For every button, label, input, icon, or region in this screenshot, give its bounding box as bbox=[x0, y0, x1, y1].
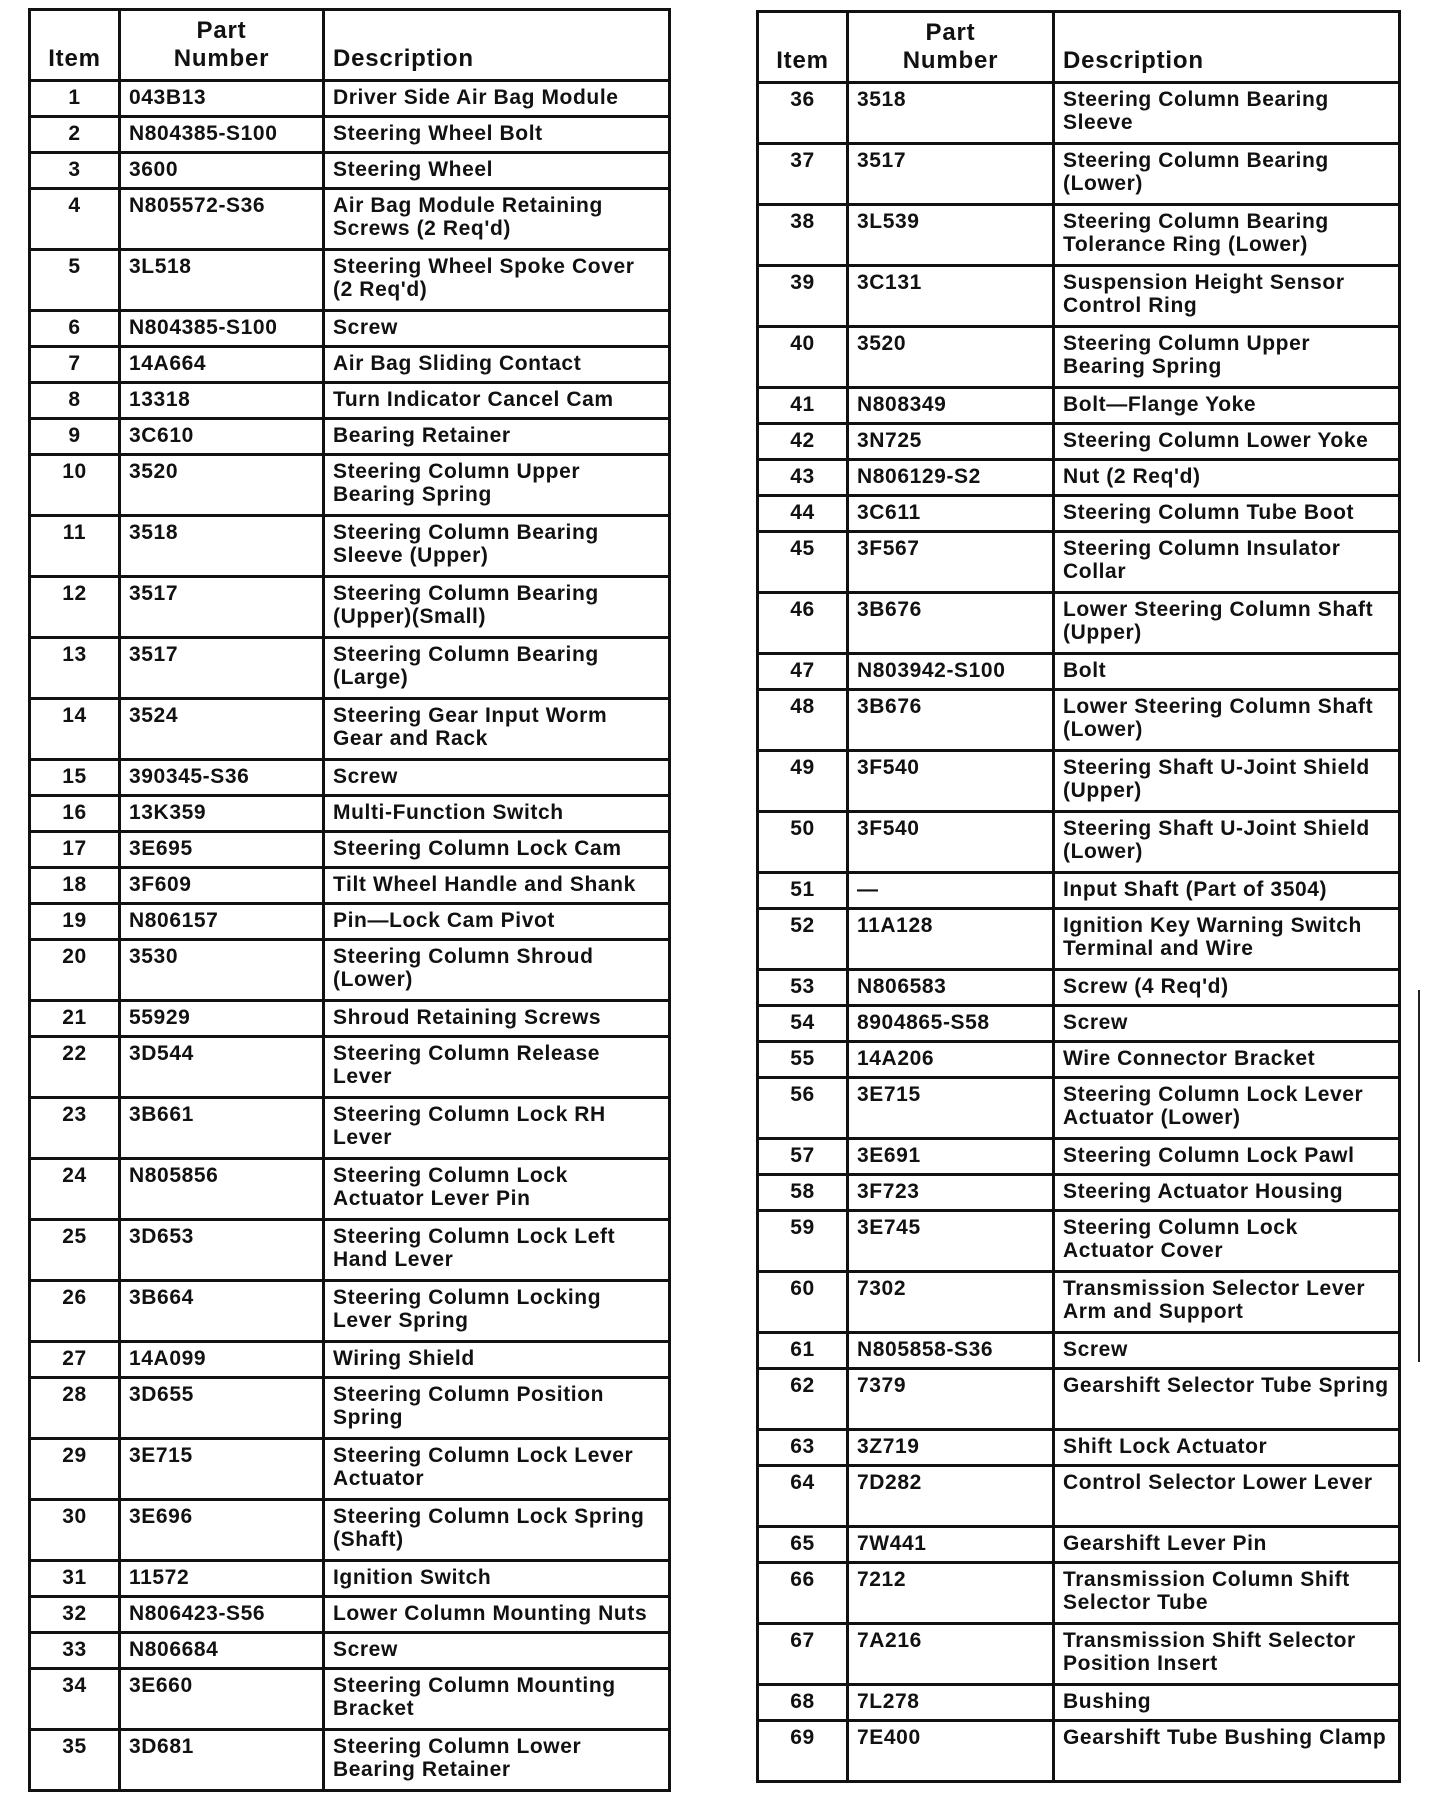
part-number-cell: 3520 bbox=[120, 455, 324, 516]
item-cell: 49 bbox=[758, 751, 848, 812]
item-cell: 7 bbox=[30, 347, 120, 383]
description-cell: Wire Connector Bracket bbox=[1054, 1042, 1400, 1078]
table-row bbox=[30, 311, 670, 347]
header-part-number-top: Part bbox=[925, 19, 976, 46]
part-number-cell: 7379 bbox=[848, 1369, 1054, 1430]
item-cell: 17 bbox=[30, 832, 120, 868]
item-cell: 59 bbox=[758, 1211, 848, 1272]
item-cell: 28 bbox=[30, 1378, 120, 1439]
part-number-cell: 3D653 bbox=[120, 1220, 324, 1281]
item-cell: 57 bbox=[758, 1139, 848, 1175]
part-number-cell: 3F567 bbox=[848, 532, 1054, 593]
part-number-cell: — bbox=[848, 873, 1054, 909]
part-number-cell: 7E400 bbox=[848, 1721, 1054, 1782]
table-row bbox=[30, 516, 670, 577]
part-number-cell: 3C610 bbox=[120, 419, 324, 455]
item-cell: 1 bbox=[30, 81, 120, 117]
item-cell: 3 bbox=[30, 153, 120, 189]
item-cell: 48 bbox=[758, 690, 848, 751]
part-number-cell: 7W441 bbox=[848, 1527, 1054, 1563]
item-cell: 46 bbox=[758, 593, 848, 654]
part-number-cell: 3E715 bbox=[120, 1439, 324, 1500]
item-cell: 44 bbox=[758, 496, 848, 532]
header-part-number bbox=[848, 12, 1054, 83]
description-cell: Driver Side Air Bag Module bbox=[324, 81, 670, 117]
description-cell: Steering Column Lock Actuator Lever Pin bbox=[324, 1159, 670, 1220]
part-number-cell: N804385-S100 bbox=[120, 117, 324, 153]
item-cell: 19 bbox=[30, 904, 120, 940]
table-row bbox=[758, 1272, 1400, 1333]
table-body-left bbox=[30, 81, 670, 1791]
description-cell: Nut (2 Req'd) bbox=[1054, 460, 1400, 496]
part-number-cell: 13K359 bbox=[120, 796, 324, 832]
table-row bbox=[30, 347, 670, 383]
description-cell: Bearing Retainer bbox=[324, 419, 670, 455]
part-number-cell: 3B661 bbox=[120, 1098, 324, 1159]
item-cell: 65 bbox=[758, 1527, 848, 1563]
description-cell: Steering Column Lock Left Hand Lever bbox=[324, 1220, 670, 1281]
part-number-cell: N808349 bbox=[848, 388, 1054, 424]
description-cell: Transmission Shift Selector Position Insert bbox=[1054, 1624, 1400, 1685]
item-cell: 61 bbox=[758, 1333, 848, 1369]
part-number-cell: 3N725 bbox=[848, 424, 1054, 460]
table-row bbox=[758, 970, 1400, 1006]
part-number-cell: N805856 bbox=[120, 1159, 324, 1220]
description-cell: Shift Lock Actuator bbox=[1054, 1430, 1400, 1466]
part-number-cell: 3C131 bbox=[848, 266, 1054, 327]
description-cell: Gearshift Selector Tube Spring bbox=[1054, 1369, 1400, 1430]
description-cell: Steering Wheel Spoke Cover (2 Req'd) bbox=[324, 250, 670, 311]
part-number-cell: 3B676 bbox=[848, 593, 1054, 654]
item-cell: 29 bbox=[30, 1439, 120, 1500]
table-row bbox=[30, 868, 670, 904]
item-cell: 42 bbox=[758, 424, 848, 460]
part-number-cell: 3E660 bbox=[120, 1669, 324, 1730]
table-row bbox=[30, 1220, 670, 1281]
part-number-cell: N805858-S36 bbox=[848, 1333, 1054, 1369]
header-description: Description bbox=[1054, 12, 1400, 83]
item-cell: 37 bbox=[758, 144, 848, 205]
item-cell: 47 bbox=[758, 654, 848, 690]
table-row bbox=[30, 699, 670, 760]
table-row bbox=[30, 1037, 670, 1098]
table-row bbox=[758, 266, 1400, 327]
table-row bbox=[30, 1633, 670, 1669]
description-cell: Air Bag Module Retaining Screws (2 Req'd) bbox=[324, 189, 670, 250]
item-cell: 68 bbox=[758, 1685, 848, 1721]
item-cell: 5 bbox=[30, 250, 120, 311]
part-number-cell: 3D681 bbox=[120, 1730, 324, 1791]
item-cell: 36 bbox=[758, 83, 848, 144]
part-number-cell: 3600 bbox=[120, 153, 324, 189]
item-cell: 8 bbox=[30, 383, 120, 419]
part-number-cell: 7D282 bbox=[848, 1466, 1054, 1527]
description-cell: Steering Column Position Spring bbox=[324, 1378, 670, 1439]
description-cell: Pin—Lock Cam Pivot bbox=[324, 904, 670, 940]
table-row bbox=[758, 751, 1400, 812]
description-cell: Steering Column Bearing Sleeve (Upper) bbox=[324, 516, 670, 577]
table-row bbox=[758, 1527, 1400, 1563]
table-row bbox=[30, 1439, 670, 1500]
table-row bbox=[30, 1159, 670, 1220]
table-row bbox=[30, 455, 670, 516]
table-row bbox=[30, 904, 670, 940]
description-cell: Gearshift Lever Pin bbox=[1054, 1527, 1400, 1563]
table-row bbox=[30, 1561, 670, 1597]
description-cell: Steering Wheel bbox=[324, 153, 670, 189]
item-cell: 22 bbox=[30, 1037, 120, 1098]
table-row bbox=[758, 144, 1400, 205]
description-cell: Steering Wheel Bolt bbox=[324, 117, 670, 153]
description-cell: Multi-Function Switch bbox=[324, 796, 670, 832]
item-cell: 20 bbox=[30, 940, 120, 1001]
table-row bbox=[30, 117, 670, 153]
table-row bbox=[30, 796, 670, 832]
item-cell: 11 bbox=[30, 516, 120, 577]
item-cell: 18 bbox=[30, 868, 120, 904]
part-number-cell: N804385-S100 bbox=[120, 311, 324, 347]
description-cell: Steering Gear Input Worm Gear and Rack bbox=[324, 699, 670, 760]
table-row bbox=[758, 1042, 1400, 1078]
header-description: Description bbox=[324, 10, 670, 81]
part-number-cell: 3F723 bbox=[848, 1175, 1054, 1211]
part-number-cell: 11A128 bbox=[848, 909, 1054, 970]
description-cell: Steering Column Lower Yoke bbox=[1054, 424, 1400, 460]
part-number-cell: 3517 bbox=[848, 144, 1054, 205]
part-number-cell: 3517 bbox=[120, 577, 324, 638]
item-cell: 25 bbox=[30, 1220, 120, 1281]
description-cell: Steering Column Bearing (Upper)(Small) bbox=[324, 577, 670, 638]
description-cell: Steering Column Lock Pawl bbox=[1054, 1139, 1400, 1175]
description-cell: Lower Column Mounting Nuts bbox=[324, 1597, 670, 1633]
item-cell: 67 bbox=[758, 1624, 848, 1685]
table-row bbox=[30, 1342, 670, 1378]
description-cell: Steering Column Tube Boot bbox=[1054, 496, 1400, 532]
item-cell: 33 bbox=[30, 1633, 120, 1669]
table-row bbox=[30, 1098, 670, 1159]
item-cell: 51 bbox=[758, 873, 848, 909]
table-row bbox=[30, 1500, 670, 1561]
description-cell: Shroud Retaining Screws bbox=[324, 1001, 670, 1037]
header-item: Item bbox=[758, 12, 848, 83]
table-row bbox=[30, 81, 670, 117]
item-cell: 64 bbox=[758, 1466, 848, 1527]
table-row bbox=[30, 250, 670, 311]
description-cell: Screw bbox=[1054, 1006, 1400, 1042]
table-row bbox=[758, 909, 1400, 970]
part-number-cell: 13318 bbox=[120, 383, 324, 419]
table-row bbox=[30, 1378, 670, 1439]
part-number-cell: 390345-S36 bbox=[120, 760, 324, 796]
item-cell: 32 bbox=[30, 1597, 120, 1633]
item-cell: 41 bbox=[758, 388, 848, 424]
part-number-cell: N806129-S2 bbox=[848, 460, 1054, 496]
part-number-cell: 55929 bbox=[120, 1001, 324, 1037]
part-number-cell: 3D655 bbox=[120, 1378, 324, 1439]
item-cell: 9 bbox=[30, 419, 120, 455]
table-header-row bbox=[30, 10, 670, 81]
description-cell: Input Shaft (Part of 3504) bbox=[1054, 873, 1400, 909]
table-row bbox=[30, 760, 670, 796]
part-number-cell: 3E691 bbox=[848, 1139, 1054, 1175]
description-cell: Screw bbox=[324, 1633, 670, 1669]
item-cell: 35 bbox=[30, 1730, 120, 1791]
header-part-number-bottom: Number bbox=[173, 45, 270, 72]
description-cell: Steering Column Bearing (Lower) bbox=[1054, 144, 1400, 205]
part-number-cell: N806684 bbox=[120, 1633, 324, 1669]
description-cell: Steering Column Bearing Tolerance Ring (Lower) bbox=[1054, 205, 1400, 266]
part-number-cell: N803942-S100 bbox=[848, 654, 1054, 690]
part-number-cell: 14A206 bbox=[848, 1042, 1054, 1078]
description-cell: Screw bbox=[1054, 1333, 1400, 1369]
item-cell: 24 bbox=[30, 1159, 120, 1220]
table-row bbox=[758, 1006, 1400, 1042]
description-cell: Bolt—Flange Yoke bbox=[1054, 388, 1400, 424]
table-row bbox=[758, 1466, 1400, 1527]
part-number-cell: 3F540 bbox=[848, 812, 1054, 873]
item-cell: 30 bbox=[30, 1500, 120, 1561]
table-row bbox=[758, 1175, 1400, 1211]
margin-rule bbox=[1418, 990, 1420, 1362]
part-number-cell: 3C611 bbox=[848, 496, 1054, 532]
description-cell: Steering Column Lock Lever Actuator (Lower) bbox=[1054, 1078, 1400, 1139]
part-number-cell: 3D544 bbox=[120, 1037, 324, 1098]
part-number-cell: 7212 bbox=[848, 1563, 1054, 1624]
part-number-cell: 3E696 bbox=[120, 1500, 324, 1561]
description-cell: Steering Shaft U-Joint Shield (Lower) bbox=[1054, 812, 1400, 873]
part-number-cell: 3B676 bbox=[848, 690, 1054, 751]
table-row bbox=[758, 1139, 1400, 1175]
table-row bbox=[758, 1430, 1400, 1466]
description-cell: Screw (4 Req'd) bbox=[1054, 970, 1400, 1006]
table-row bbox=[30, 638, 670, 699]
part-number-cell: 3E695 bbox=[120, 832, 324, 868]
description-cell: Bolt bbox=[1054, 654, 1400, 690]
description-cell: Turn Indicator Cancel Cam bbox=[324, 383, 670, 419]
description-cell: Lower Steering Column Shaft (Upper) bbox=[1054, 593, 1400, 654]
parts-table-left bbox=[28, 8, 671, 1792]
item-cell: 60 bbox=[758, 1272, 848, 1333]
part-number-cell: 11572 bbox=[120, 1561, 324, 1597]
table-row bbox=[30, 940, 670, 1001]
description-cell: Steering Column Upper Bearing Spring bbox=[324, 455, 670, 516]
description-cell: Steering Column Lock Spring (Shaft) bbox=[324, 1500, 670, 1561]
table-row bbox=[758, 1563, 1400, 1624]
table-row bbox=[30, 153, 670, 189]
item-cell: 26 bbox=[30, 1281, 120, 1342]
part-number-cell: 14A664 bbox=[120, 347, 324, 383]
part-number-cell: 3520 bbox=[848, 327, 1054, 388]
part-number-cell: 3B664 bbox=[120, 1281, 324, 1342]
part-number-cell: 3F540 bbox=[848, 751, 1054, 812]
description-cell: Steering Column Lock Lever Actuator bbox=[324, 1439, 670, 1500]
table-row bbox=[758, 388, 1400, 424]
item-cell: 45 bbox=[758, 532, 848, 593]
item-cell: 13 bbox=[30, 638, 120, 699]
item-cell: 53 bbox=[758, 970, 848, 1006]
description-cell: Steering Column Lower Bearing Retainer bbox=[324, 1730, 670, 1791]
table-row bbox=[758, 327, 1400, 388]
table-row bbox=[758, 1721, 1400, 1782]
item-cell: 56 bbox=[758, 1078, 848, 1139]
table-row bbox=[758, 83, 1400, 144]
item-cell: 62 bbox=[758, 1369, 848, 1430]
header-part-number bbox=[120, 10, 324, 81]
header-part-number-top: Part bbox=[196, 17, 247, 44]
table-row bbox=[758, 205, 1400, 266]
table-row bbox=[758, 1078, 1400, 1139]
table-row bbox=[758, 812, 1400, 873]
part-number-cell: N806157 bbox=[120, 904, 324, 940]
description-cell: Lower Steering Column Shaft (Lower) bbox=[1054, 690, 1400, 751]
item-cell: 54 bbox=[758, 1006, 848, 1042]
header-part-number-bottom: Number bbox=[902, 47, 999, 74]
part-number-cell: 14A099 bbox=[120, 1342, 324, 1378]
description-cell: Screw bbox=[324, 311, 670, 347]
table-row bbox=[758, 1333, 1400, 1369]
part-number-cell: 7302 bbox=[848, 1272, 1054, 1333]
part-number-cell: 3530 bbox=[120, 940, 324, 1001]
description-cell: Steering Column Lock Actuator Cover bbox=[1054, 1211, 1400, 1272]
table-row bbox=[758, 532, 1400, 593]
description-cell: Steering Column Bearing (Large) bbox=[324, 638, 670, 699]
table-row bbox=[758, 593, 1400, 654]
part-number-cell: 7L278 bbox=[848, 1685, 1054, 1721]
description-cell: Gearshift Tube Bushing Clamp bbox=[1054, 1721, 1400, 1782]
table-row bbox=[30, 419, 670, 455]
parts-table-right bbox=[756, 10, 1401, 1783]
part-number-cell: 3524 bbox=[120, 699, 324, 760]
part-number-cell: 3E715 bbox=[848, 1078, 1054, 1139]
description-cell: Steering Actuator Housing bbox=[1054, 1175, 1400, 1211]
part-number-cell: 3L518 bbox=[120, 250, 324, 311]
table-row bbox=[30, 189, 670, 250]
item-cell: 69 bbox=[758, 1721, 848, 1782]
description-cell: Control Selector Lower Lever bbox=[1054, 1466, 1400, 1527]
part-number-cell: N805572-S36 bbox=[120, 189, 324, 250]
item-cell: 21 bbox=[30, 1001, 120, 1037]
part-number-cell: 3518 bbox=[848, 83, 1054, 144]
table-row bbox=[758, 1211, 1400, 1272]
item-cell: 43 bbox=[758, 460, 848, 496]
item-cell: 50 bbox=[758, 812, 848, 873]
description-cell: Steering Column Lock RH Lever bbox=[324, 1098, 670, 1159]
item-cell: 27 bbox=[30, 1342, 120, 1378]
description-cell: Steering Column Insulator Collar bbox=[1054, 532, 1400, 593]
table-header-row bbox=[758, 12, 1400, 83]
part-number-cell: 8904865-S58 bbox=[848, 1006, 1054, 1042]
part-number-cell: 3518 bbox=[120, 516, 324, 577]
table-row bbox=[758, 654, 1400, 690]
part-number-cell: 7A216 bbox=[848, 1624, 1054, 1685]
item-cell: 58 bbox=[758, 1175, 848, 1211]
table-row bbox=[30, 832, 670, 868]
item-cell: 14 bbox=[30, 699, 120, 760]
item-cell: 52 bbox=[758, 909, 848, 970]
item-cell: 40 bbox=[758, 327, 848, 388]
description-cell: Steering Column Locking Lever Spring bbox=[324, 1281, 670, 1342]
item-cell: 6 bbox=[30, 311, 120, 347]
description-cell: Wiring Shield bbox=[324, 1342, 670, 1378]
description-cell: Suspension Height Sensor Control Ring bbox=[1054, 266, 1400, 327]
item-cell: 12 bbox=[30, 577, 120, 638]
table-row bbox=[758, 496, 1400, 532]
description-cell: Tilt Wheel Handle and Shank bbox=[324, 868, 670, 904]
table-row bbox=[758, 690, 1400, 751]
item-cell: 4 bbox=[30, 189, 120, 250]
description-cell: Steering Column Release Lever bbox=[324, 1037, 670, 1098]
description-cell: Steering Column Upper Bearing Spring bbox=[1054, 327, 1400, 388]
description-cell: Steering Column Shroud (Lower) bbox=[324, 940, 670, 1001]
table-row bbox=[758, 460, 1400, 496]
header-item: Item bbox=[30, 10, 120, 81]
item-cell: 38 bbox=[758, 205, 848, 266]
table-row bbox=[758, 424, 1400, 460]
part-number-cell: 043B13 bbox=[120, 81, 324, 117]
description-cell: Air Bag Sliding Contact bbox=[324, 347, 670, 383]
table-row bbox=[758, 1624, 1400, 1685]
description-cell: Transmission Column Shift Selector Tube bbox=[1054, 1563, 1400, 1624]
item-cell: 16 bbox=[30, 796, 120, 832]
description-cell: Steering Column Mounting Bracket bbox=[324, 1669, 670, 1730]
item-cell: 66 bbox=[758, 1563, 848, 1624]
part-number-cell: N806423-S56 bbox=[120, 1597, 324, 1633]
description-cell: Transmission Selector Lever Arm and Support bbox=[1054, 1272, 1400, 1333]
item-cell: 55 bbox=[758, 1042, 848, 1078]
part-number-cell: 3517 bbox=[120, 638, 324, 699]
description-cell: Ignition Switch bbox=[324, 1561, 670, 1597]
description-cell: Screw bbox=[324, 760, 670, 796]
item-cell: 23 bbox=[30, 1098, 120, 1159]
part-number-cell: 3E745 bbox=[848, 1211, 1054, 1272]
table-row bbox=[30, 1730, 670, 1791]
part-number-cell: 3Z719 bbox=[848, 1430, 1054, 1466]
table-row bbox=[30, 1669, 670, 1730]
description-cell: Steering Column Bearing Sleeve bbox=[1054, 83, 1400, 144]
table-row bbox=[30, 383, 670, 419]
item-cell: 63 bbox=[758, 1430, 848, 1466]
table-row bbox=[758, 1369, 1400, 1430]
table-row bbox=[30, 1001, 670, 1037]
part-number-cell: 3L539 bbox=[848, 205, 1054, 266]
table-row bbox=[758, 873, 1400, 909]
item-cell: 34 bbox=[30, 1669, 120, 1730]
description-cell: Bushing bbox=[1054, 1685, 1400, 1721]
table-body-right bbox=[758, 83, 1400, 1782]
description-cell: Ignition Key Warning Switch Terminal and Wire bbox=[1054, 909, 1400, 970]
item-cell: 31 bbox=[30, 1561, 120, 1597]
item-cell: 10 bbox=[30, 455, 120, 516]
table-row bbox=[30, 1281, 670, 1342]
part-number-cell: N806583 bbox=[848, 970, 1054, 1006]
table-row bbox=[30, 1597, 670, 1633]
item-cell: 2 bbox=[30, 117, 120, 153]
part-number-cell: 3F609 bbox=[120, 868, 324, 904]
item-cell: 15 bbox=[30, 760, 120, 796]
description-cell: Steering Column Lock Cam bbox=[324, 832, 670, 868]
table-row bbox=[758, 1685, 1400, 1721]
description-cell: Steering Shaft U-Joint Shield (Upper) bbox=[1054, 751, 1400, 812]
item-cell: 39 bbox=[758, 266, 848, 327]
table-row bbox=[30, 577, 670, 638]
